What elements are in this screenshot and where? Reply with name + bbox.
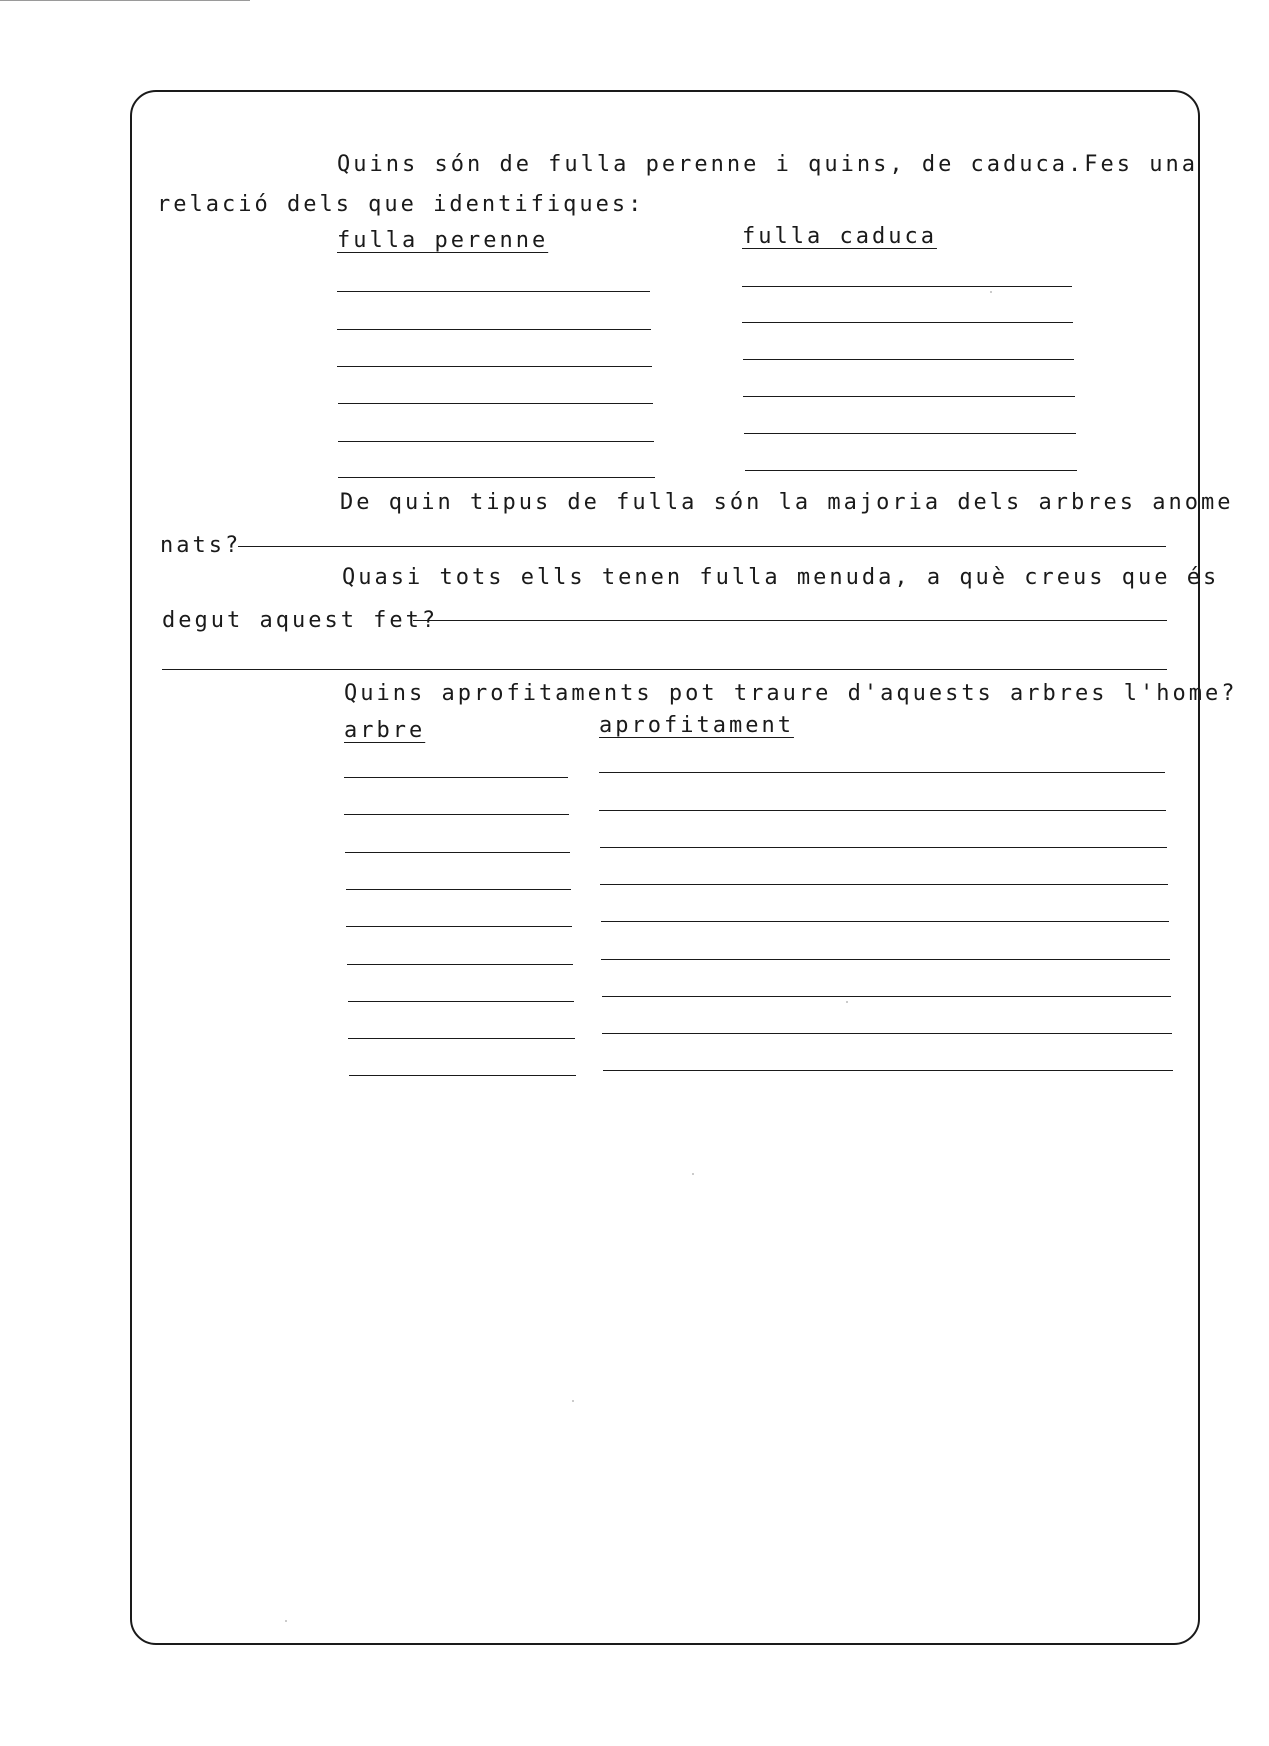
arbre-answer-line[interactable] (346, 889, 571, 890)
question-4-line-1: Quins aprofitaments pot traure d'aquests arbres l'home? (344, 681, 1238, 706)
caduca-answer-line[interactable] (744, 433, 1076, 434)
caduca-answer-line[interactable] (743, 359, 1074, 360)
question-3-answer-line-2[interactable] (162, 669, 1167, 670)
heading-arbre: arbre (344, 718, 426, 743)
scan-speck (846, 1001, 848, 1003)
worksheet-frame (130, 90, 1200, 1645)
caduca-answer-line[interactable] (742, 322, 1073, 323)
question-1-line-1: Quins són de fulla perenne i quins, de caduca.Fes una (337, 152, 1198, 177)
aprofitament-answer-line[interactable] (600, 847, 1167, 848)
scan-speck (572, 1400, 574, 1402)
heading-fulla-caduca: fulla caduca (742, 224, 937, 249)
scan-speck (285, 1620, 287, 1622)
arbre-answer-line[interactable] (347, 964, 573, 965)
aprofitament-answer-line[interactable] (599, 810, 1166, 811)
arbre-answer-line[interactable] (344, 777, 568, 778)
perenne-answer-line[interactable] (337, 329, 651, 330)
perenne-answer-line[interactable] (338, 441, 654, 442)
aprofitament-answer-line[interactable] (600, 884, 1168, 885)
scan-speck (990, 291, 992, 293)
perenne-answer-line[interactable] (337, 366, 652, 367)
aprofitament-answer-line[interactable] (602, 1033, 1172, 1034)
caduca-answer-line[interactable] (743, 396, 1075, 397)
question-2-line-1: De quin tipus de fulla són la majoria dels arbres anome (340, 490, 1234, 515)
arbre-answer-line[interactable] (349, 1075, 576, 1076)
aprofitament-answer-line[interactable] (601, 921, 1169, 922)
aprofitament-answer-line[interactable] (603, 1070, 1173, 1071)
question-2-answer-line[interactable] (238, 546, 1166, 547)
aprofitament-answer-line[interactable] (601, 959, 1170, 960)
question-3-line-2: degut aquest fet? (162, 608, 439, 633)
perenne-answer-line[interactable] (338, 403, 653, 404)
arbre-answer-line[interactable] (344, 814, 569, 815)
scan-speck (692, 1173, 694, 1175)
question-3-line-1: Quasi tots ells tenen fulla menuda, a què creus que és (342, 565, 1220, 590)
question-3-answer-line-1[interactable] (413, 620, 1167, 621)
heading-aprofitament: aprofitament (599, 713, 794, 738)
question-1-line-2: relació dels que identifiques: (157, 192, 645, 217)
perenne-answer-line[interactable] (337, 291, 650, 292)
arbre-answer-line[interactable] (348, 1001, 574, 1002)
perenne-answer-line[interactable] (338, 477, 655, 478)
heading-fulla-perenne: fulla perenne (337, 228, 549, 253)
arbre-answer-line[interactable] (348, 1038, 575, 1039)
scan-edge-mark (0, 0, 250, 1)
aprofitament-answer-line[interactable] (602, 996, 1171, 997)
caduca-answer-line[interactable] (742, 286, 1072, 287)
question-2-line-2: nats? (160, 533, 242, 558)
aprofitament-answer-line[interactable] (599, 772, 1165, 773)
caduca-answer-line[interactable] (745, 470, 1077, 471)
arbre-answer-line[interactable] (345, 852, 570, 853)
arbre-answer-line[interactable] (346, 926, 572, 927)
